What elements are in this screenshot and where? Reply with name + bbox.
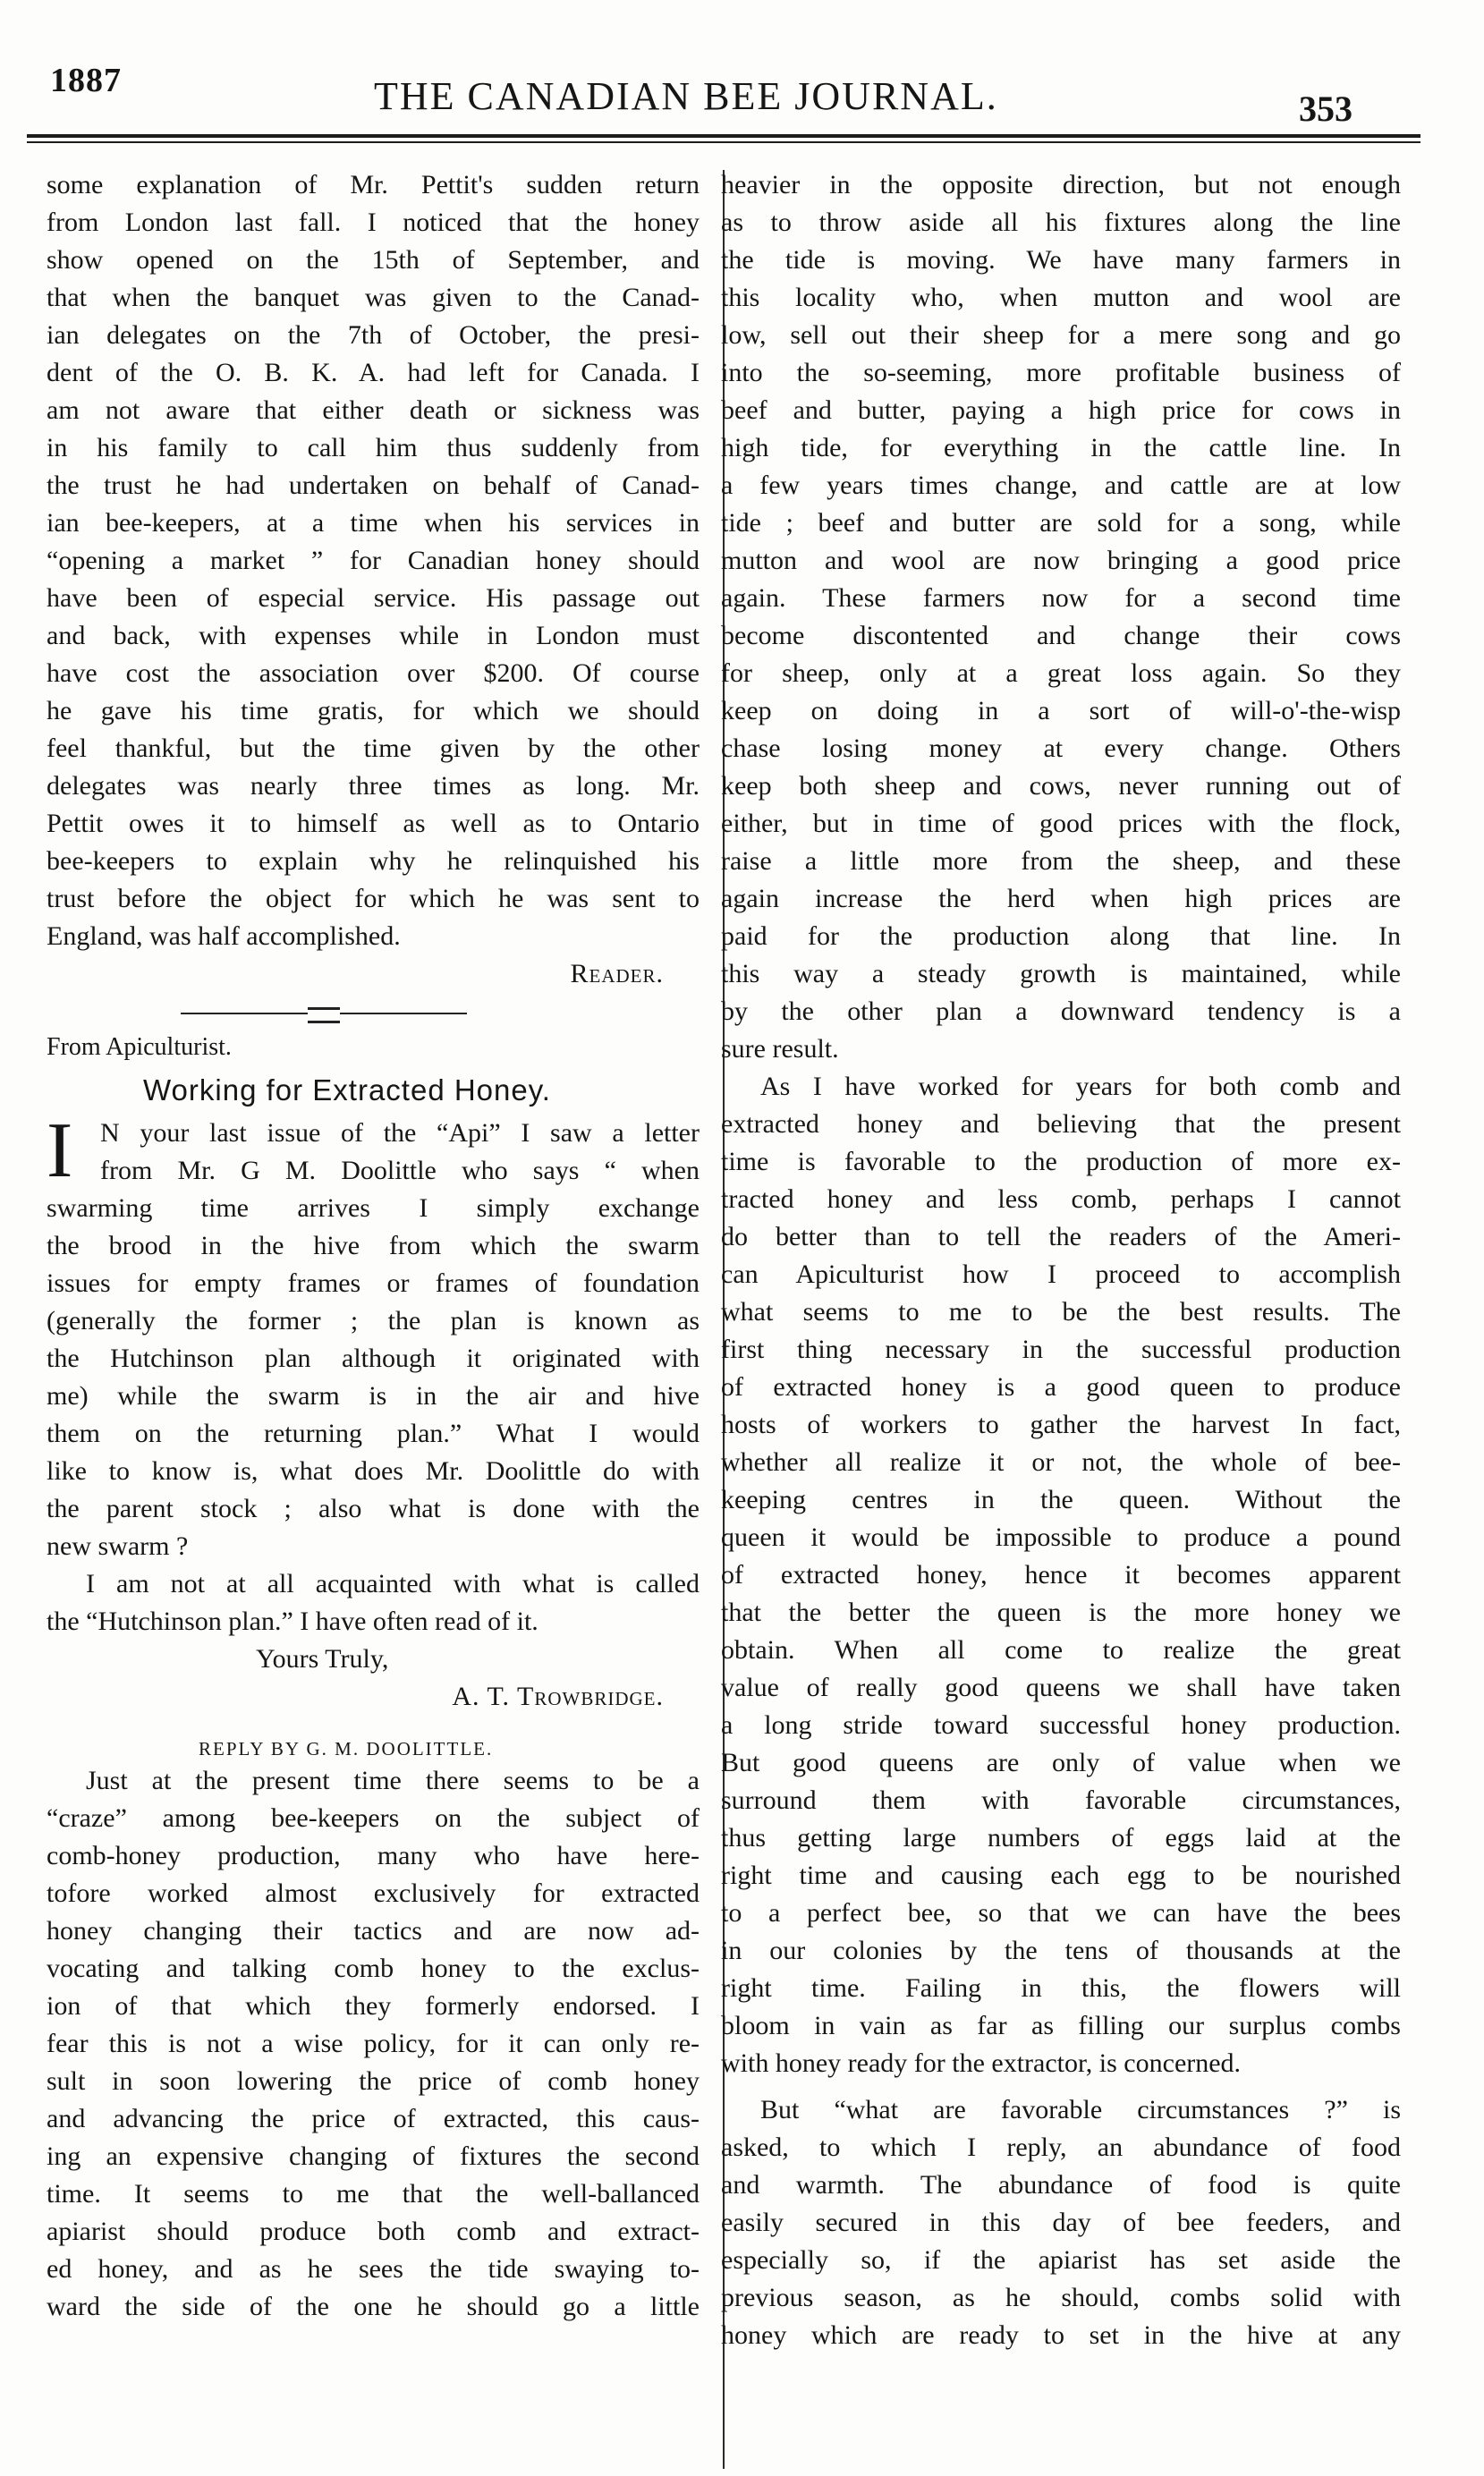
text-line: by the other plan a downward tendency is a — [721, 996, 1401, 1026]
text-line: keep on doing in a sort of will-o'-the-wisp — [721, 696, 1401, 725]
paragraph-circumstances — [721, 2091, 1401, 2354]
text-line: time. It seems to me that the well-ballanced — [47, 2179, 700, 2209]
text-line: tide ; beef and butter are sold for a song, while — [721, 508, 1401, 538]
text-line: ward the side of the one he should go a little — [47, 2292, 700, 2321]
text-line: Pettit owes it to himself as well as to Ontario — [47, 809, 700, 838]
text-line: me) while the swarm is in the air and hive — [47, 1381, 700, 1411]
text-line: feel thankful, but the time given by the other — [47, 733, 700, 763]
journal-title: THE CANADIAN BEE JOURNAL. — [374, 74, 998, 118]
text-line: them on the returning plan.” What I would — [47, 1419, 700, 1448]
text-line: But “what are favorable circumstances ?” is — [760, 2095, 1401, 2124]
text-line: But good queens are only of value when we — [721, 1748, 1401, 1777]
right-column — [721, 166, 1401, 2354]
text-line: previous season, as he should, combs solid with — [721, 2283, 1401, 2312]
text-line: asked, to which I reply, an abundance of food — [721, 2133, 1401, 2162]
reply-body — [47, 1762, 700, 2326]
text-line: like to know is, what does Mr. Doolittle do with — [47, 1456, 700, 1486]
article-body — [47, 1190, 700, 1641]
text-line: do better than to tell the readers of the Ameri- — [721, 1222, 1401, 1251]
text-line: in our colonies by the tens of thousands at the — [721, 1936, 1401, 1965]
text-line: this way a steady growth is maintained, while — [721, 959, 1401, 988]
text-line: and warmth. The abundance of food is quite — [721, 2170, 1401, 2200]
text-line: show opened on the 15th of September, and — [47, 245, 700, 275]
text-line: surround them with favorable circumstances, — [721, 1785, 1401, 1815]
left-column — [47, 166, 700, 2326]
text-line: and back, with expenses while in London must — [47, 621, 700, 650]
text-line: high tide, for everything in the cattle line. In — [721, 433, 1401, 462]
text-line: bloom in vain as far as filling our surplus combs — [721, 2011, 1401, 2040]
text-line: I am not at all acquainted with what is called — [86, 1569, 700, 1598]
text-line: that when the banquet was given to the Canad- — [47, 283, 700, 312]
text-line: some explanation of Mr. Pettit's sudden return — [47, 170, 700, 199]
text-line: the trust he had undertaken on behalf of Canad- — [47, 471, 700, 500]
text-line: for sheep, only at a great loss again. So they — [721, 658, 1401, 688]
text-line: queen it would be impossible to produce a pound — [721, 1522, 1401, 1552]
text-line: thus getting large numbers of eggs laid at the — [721, 1823, 1401, 1853]
text-line: “opening a market ” for Canadian honey should — [47, 546, 700, 575]
text-line: from Mr. G M. Doolittle who says “ when — [100, 1156, 700, 1185]
text-line: extracted honey and believing that the present — [721, 1109, 1401, 1139]
text-line: a few years times change, and cattle are at low — [721, 471, 1401, 500]
letter-signature: Reader. — [570, 959, 664, 988]
header-rule-thin — [27, 141, 1420, 143]
text-line: tofore worked almost exclusively for extracted — [47, 1878, 700, 1908]
article-opening — [47, 1107, 700, 1194]
text-line: and advancing the price of extracted, this caus- — [47, 2104, 700, 2133]
text-line: trust before the object for which he was sent to — [47, 884, 700, 913]
source-note: From Apiculturist. — [47, 1033, 232, 1061]
letter-closing: Yours Truly, — [256, 1644, 389, 1674]
text-line: into the so-seeming, more profitable business of — [721, 358, 1401, 387]
text-line: beef and butter, paying a high price for cows in — [721, 395, 1401, 425]
text-line: value of really good queens we shall have taken — [721, 1673, 1401, 1702]
text-line: fear this is not a wise policy, for it can only re- — [47, 2029, 700, 2058]
text-line: either, but in time of good prices with the flock, — [721, 809, 1401, 838]
text-line: in his family to call him thus suddenly from — [47, 433, 700, 462]
text-line: this locality who, when mutton and wool are — [721, 283, 1401, 312]
text-line: what seems to me to be the best results. The — [721, 1297, 1401, 1327]
text-line: easily secured in this day of bee feeders, and — [721, 2208, 1401, 2237]
text-line: of extracted honey, hence it becomes apparent — [721, 1560, 1401, 1590]
text-line: low, sell out their sheep for a mere song and go — [721, 320, 1401, 350]
text-line: the tide is moving. We have many farmers in — [721, 245, 1401, 275]
text-line: honey which are ready to set in the hive at any — [721, 2320, 1401, 2350]
text-line: N your last issue of the “Api” I saw a letter — [100, 1118, 700, 1148]
text-line: with honey ready for the extractor, is concerned. — [721, 2048, 1242, 2078]
text-line: “craze” among bee-keepers on the subject of — [47, 1803, 700, 1833]
text-line: vocating and talking comb honey to the exclus- — [47, 1954, 700, 1983]
text-line: (generally the former ; the plan is known as — [47, 1306, 700, 1336]
text-line: sult in soon lowering the price of comb honey — [47, 2066, 700, 2096]
text-line: tracted honey and less comb, perhaps I cannot — [721, 1184, 1401, 1214]
text-line: paid for the production along that line. In — [721, 921, 1401, 951]
text-line: the parent stock ; also what is done with the — [47, 1494, 700, 1523]
text-line: from London last fall. I noticed that the honey — [47, 208, 700, 237]
text-line: have been of especial service. His passage out — [47, 583, 700, 613]
text-line: Just at the present time there seems to be a — [86, 1766, 700, 1795]
text-line: raise a little more from the sheep, and these — [721, 846, 1401, 876]
text-line: honey changing their tactics and are now ad- — [47, 1916, 700, 1946]
text-line: become discontented and change their cows — [721, 621, 1401, 650]
text-line: of extracted honey is a good queen to produce — [721, 1372, 1401, 1402]
text-line: the “Hutchinson plan.” I have often read of it. — [47, 1607, 538, 1636]
text-line: right time. Failing in this, the flowers will — [721, 1973, 1401, 2003]
text-line: As I have worked for years for both comb and — [760, 1072, 1401, 1101]
text-line: ed honey, and as he sees the tide swaying to- — [47, 2254, 700, 2284]
text-line: have cost the association over $200. Of course — [47, 658, 700, 688]
text-line: time is favorable to the production of more ex- — [721, 1147, 1401, 1176]
header-rule-thick — [27, 134, 1420, 138]
text-line: chase losing money at every change. Others — [721, 733, 1401, 763]
text-line: heavier in the opposite direction, but not enough — [721, 170, 1401, 199]
text-line: whether all realize it or not, the whole of bee- — [721, 1447, 1401, 1477]
text-line: right time and causing each egg to be nourished — [721, 1861, 1401, 1890]
header-year: 1887 — [50, 62, 122, 99]
text-line: as to throw aside all his fixtures along the line — [721, 208, 1401, 237]
letter-body — [47, 166, 700, 955]
text-line: ian delegates on the 7th of October, the presi- — [47, 320, 700, 350]
text-line: ian bee-keepers, at a time when his services in — [47, 508, 700, 538]
paragraph-queens — [721, 1068, 1401, 2082]
text-line: swarming time arrives I simply exchange — [47, 1193, 700, 1223]
text-line: that the better the queen is the more honey we — [721, 1598, 1401, 1627]
text-line: bee-keepers to explain why he relinquished his — [47, 846, 700, 876]
text-line: am not aware that either death or sickness was — [47, 395, 700, 425]
text-line: hosts of workers to gather the harvest In fact, — [721, 1410, 1401, 1439]
dropcap-lines — [47, 1107, 700, 1194]
text-line: he gave his time gratis, for which we should — [47, 696, 700, 725]
text-line: apiarist should produce both comb and extract- — [47, 2217, 700, 2246]
text-line: delegates was nearly three times as long. Mr. — [47, 771, 700, 801]
text-line: keeping centres in the queen. Without the — [721, 1485, 1401, 1514]
text-line: to a perfect bee, so that we can have the bees — [721, 1898, 1401, 1928]
text-line: England, was half accomplished. — [47, 921, 401, 951]
text-line: keep both sheep and cows, never running out of — [721, 771, 1401, 801]
page-number: 353 — [1299, 89, 1353, 129]
text-line: first thing necessary in the successful production — [721, 1335, 1401, 1364]
text-line: again increase the herd when high prices are — [721, 884, 1401, 913]
text-line: comb-honey production, many who have here- — [47, 1841, 700, 1870]
reply-heading: REPLY BY G. M. DOOLITTLE. — [199, 1738, 494, 1759]
text-line: obtain. When all come to realize the great — [721, 1635, 1401, 1665]
text-line: sure result. — [721, 1034, 839, 1064]
article-signature: A. T. Trowbridge. — [452, 1682, 664, 1711]
paragraph-farmers — [721, 166, 1401, 1068]
text-line: new swarm ? — [47, 1531, 189, 1561]
section-separator — [47, 993, 700, 1029]
text-line: especially so, if the apiarist has set aside the — [721, 2245, 1401, 2275]
text-line: mutton and wool are now bringing a good price — [721, 546, 1401, 575]
text-line: the brood in the hive from which the swarm — [47, 1231, 700, 1260]
text-line: the Hutchinson plan although it originated with — [47, 1344, 700, 1373]
text-line: again. These farmers now for a second time — [721, 583, 1401, 613]
text-line: can Apiculturist how I proceed to accomplish — [721, 1259, 1401, 1289]
text-line: ing an expensive changing of fixtures the second — [47, 2141, 700, 2171]
text-line: ion of that which they formerly endorsed. I — [47, 1991, 700, 2021]
drop-cap: I — [47, 1107, 73, 1194]
text-line: dent of the O. B. K. A. had left for Canada. I — [47, 358, 700, 387]
article-title: Working for Extracted Honey. — [143, 1073, 551, 1107]
text-line: issues for empty frames or frames of foundation — [47, 1268, 700, 1298]
text-line: a long stride toward successful honey production. — [721, 1710, 1401, 1740]
